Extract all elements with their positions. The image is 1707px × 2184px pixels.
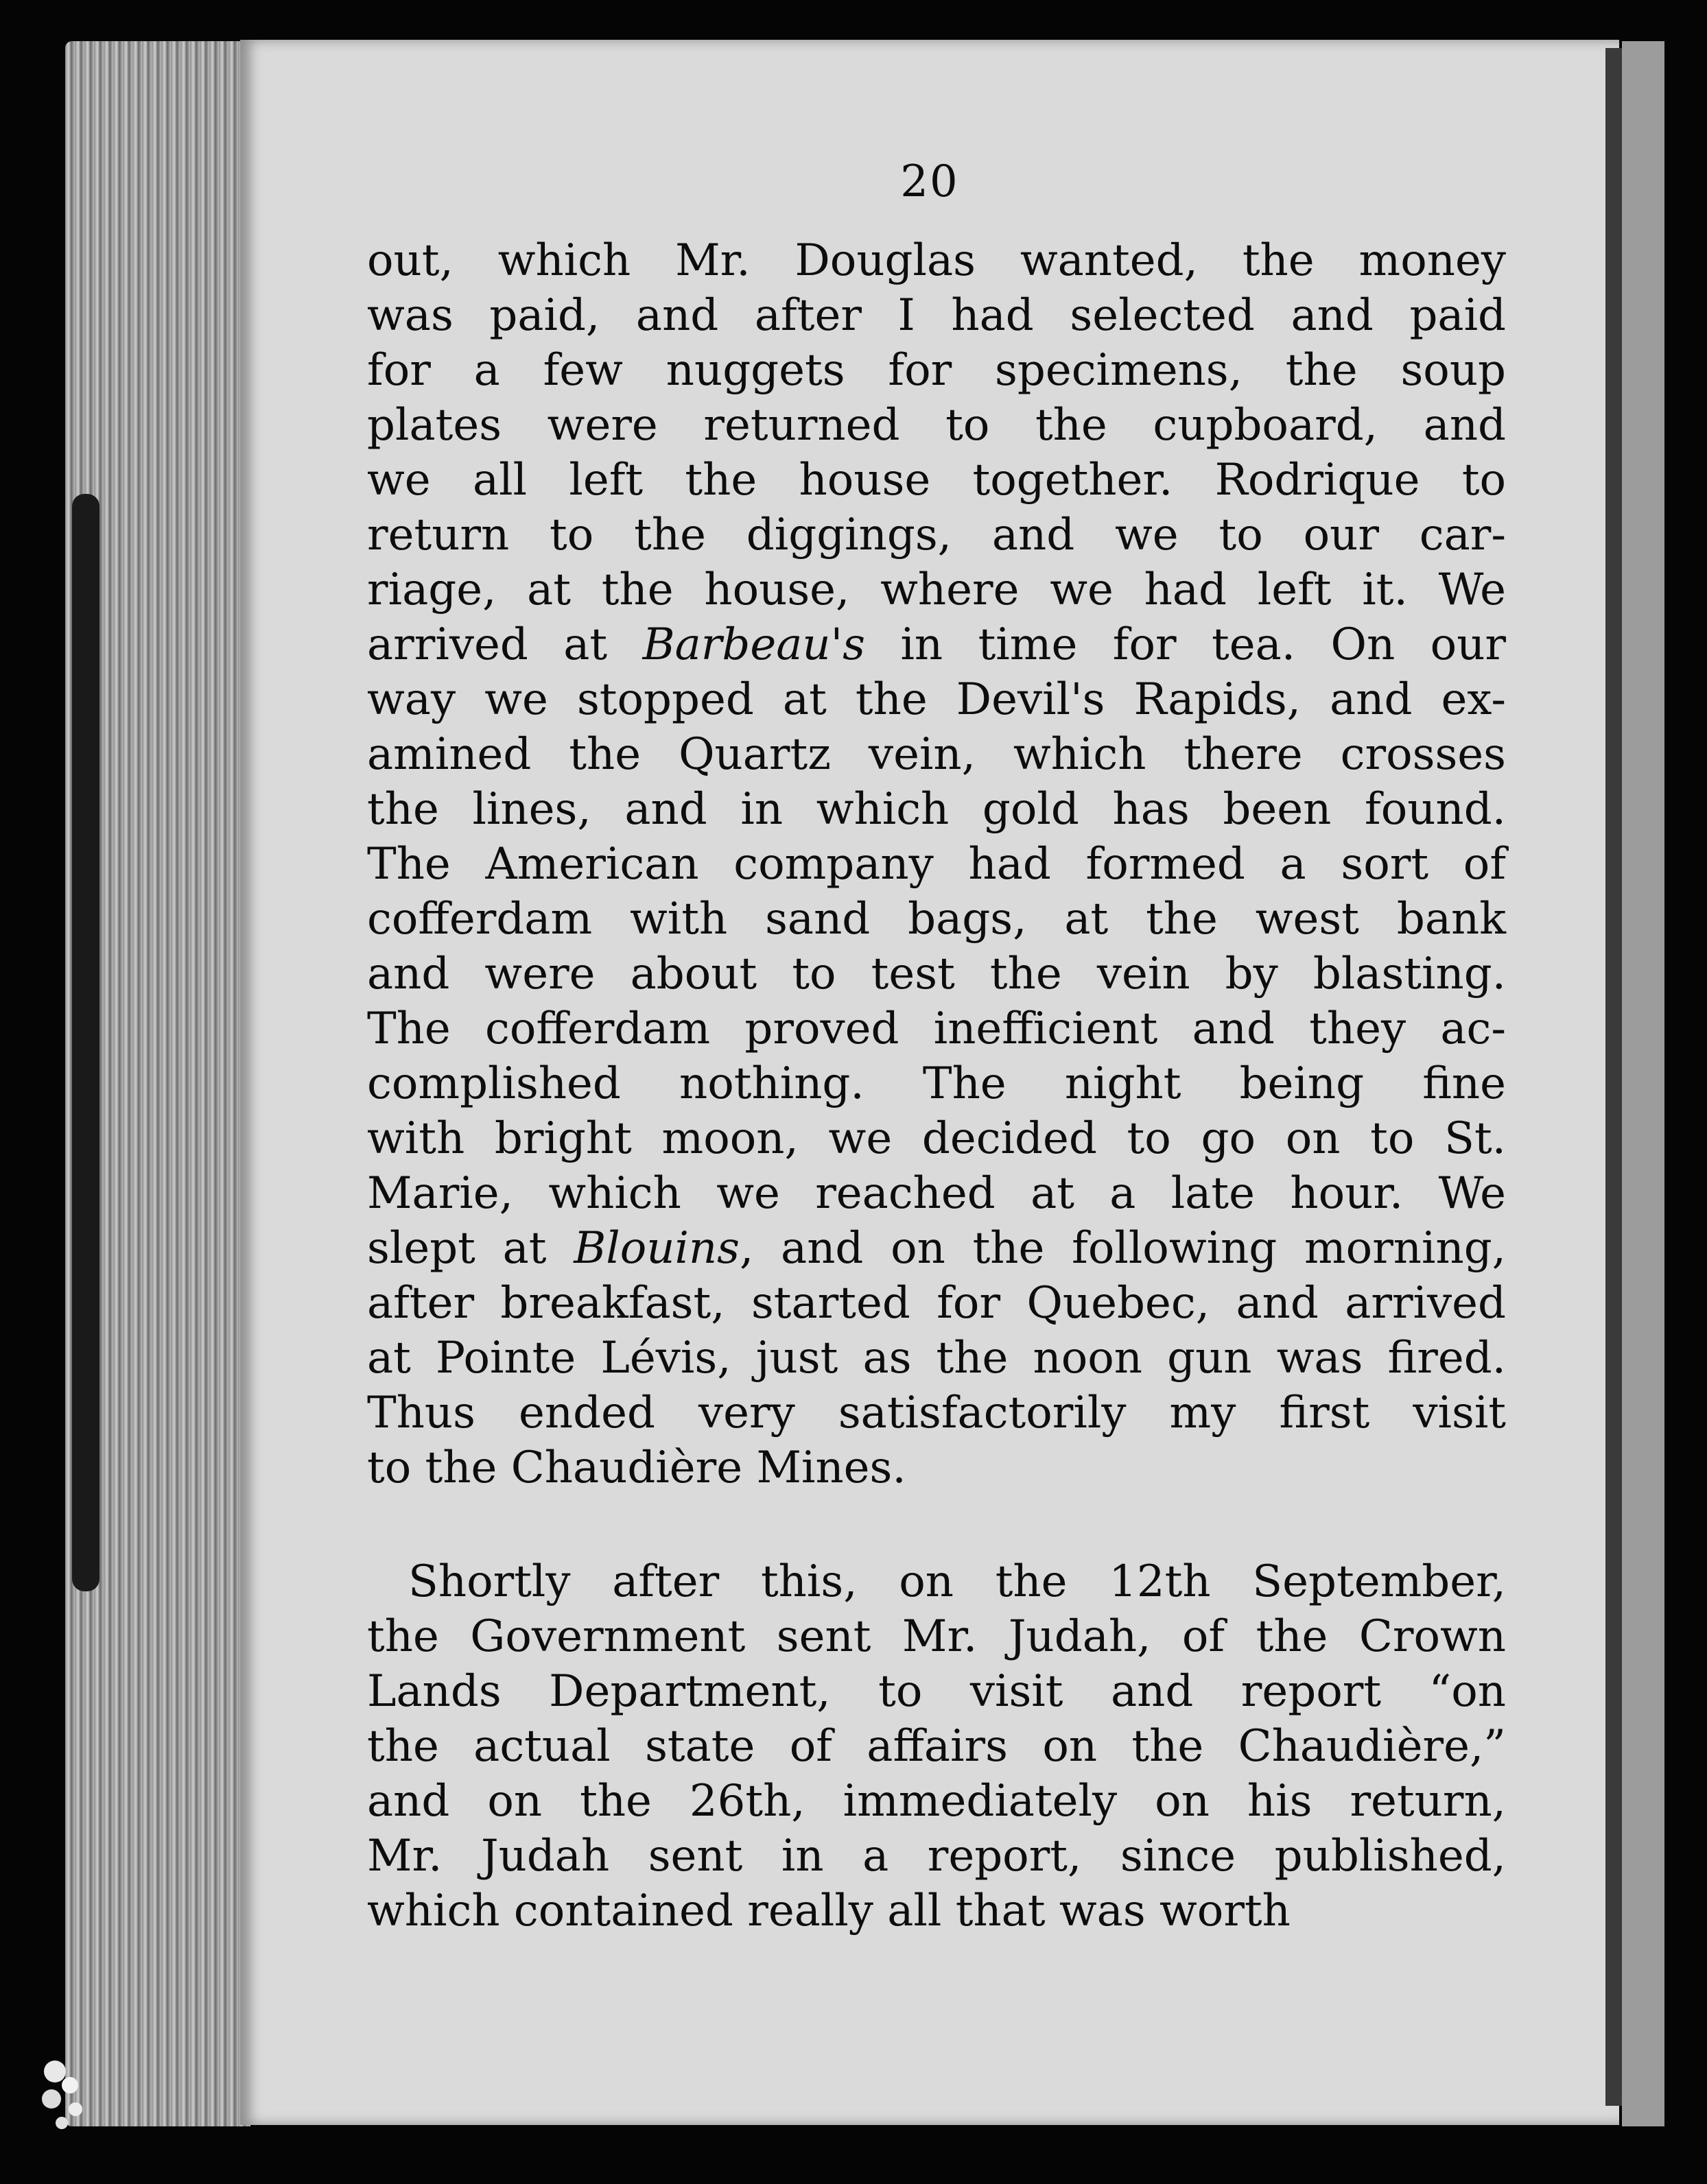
text-line: riage, at the house, where we had left it. We	[367, 565, 1506, 615]
paragraph-1	[367, 233, 1506, 1495]
text-segment: in time for tea. On our	[865, 619, 1506, 670]
text-line: with bright moon, we decided to go on to St.	[367, 1113, 1506, 1164]
text-segment: arrived at	[367, 619, 643, 670]
facing-page-edge	[1622, 41, 1664, 2126]
text-line: to the Chaudière Mines.	[367, 1443, 906, 1493]
text-line: complished nothing. The night being fine	[367, 1058, 1506, 1109]
page-number: 20	[900, 156, 959, 207]
text-line: Lands Department, to visit and report “on	[367, 1666, 1506, 1717]
text-line: Thus ended very satisfactorily my first visit	[367, 1388, 1506, 1438]
body-text	[367, 233, 1506, 1938]
text-line: return to the diggings, and we to our car-	[367, 510, 1506, 560]
dust-specks	[27, 2030, 110, 2161]
text-line: The American company had formed a sort of	[367, 839, 1506, 890]
text-line: for a few nuggets for specimens, the soup	[367, 345, 1506, 396]
paragraph-gap	[367, 1495, 1506, 1554]
text-line: and were about to test the vein by blasting.	[367, 949, 1506, 999]
text-line: amined the Quartz vein, which there crosses	[367, 729, 1506, 780]
text-line: and on the 26th, immediately on his return,	[367, 1776, 1506, 1827]
text-line: out, which Mr. Douglas wanted, the money	[367, 235, 1506, 286]
binding-shadow	[72, 494, 99, 1591]
text-line: Mr. Judah sent in a report, since published,	[367, 1831, 1506, 1882]
text-line: plates were returned to the cupboard, and	[367, 400, 1506, 451]
text-line: the actual state of affairs on the Chaudière,”	[367, 1721, 1506, 1772]
text-line	[367, 617, 1506, 672]
page-gutter	[1605, 48, 1622, 2106]
text-line: Marie, which we reached at a late hour. We	[367, 1168, 1506, 1219]
text-line: which contained really all that was worth	[367, 1886, 1291, 1936]
italic-name: Barbeau's	[642, 619, 865, 670]
text-line: the lines, and in which gold has been found.	[367, 784, 1506, 835]
text-line	[367, 1221, 1506, 1276]
text-line: was paid, and after I had selected and paid	[367, 290, 1506, 341]
text-line: the Government sent Mr. Judah, of the Crown	[367, 1611, 1506, 1662]
italic-name: Blouins	[574, 1223, 740, 1274]
text-line: after breakfast, started for Quebec, and arrived	[367, 1278, 1506, 1329]
text-line: way we stopped at the Devil's Rapids, and ex-	[367, 674, 1506, 725]
text-line: cofferdam with sand bags, at the west bank	[367, 894, 1506, 945]
text-segment: slept at	[367, 1223, 574, 1274]
text-line: Shortly after this, on the 12th September,	[408, 1556, 1506, 1607]
text-line: The cofferdam proved inefficient and they ac-	[367, 1004, 1506, 1054]
text-line: we all left the house together. Rodrique to	[367, 455, 1506, 506]
paragraph-2	[367, 1554, 1506, 1938]
text-line: at Pointe Lévis, just as the noon gun was fired.	[367, 1333, 1506, 1384]
text-segment: , and on the following morning,	[739, 1223, 1507, 1274]
